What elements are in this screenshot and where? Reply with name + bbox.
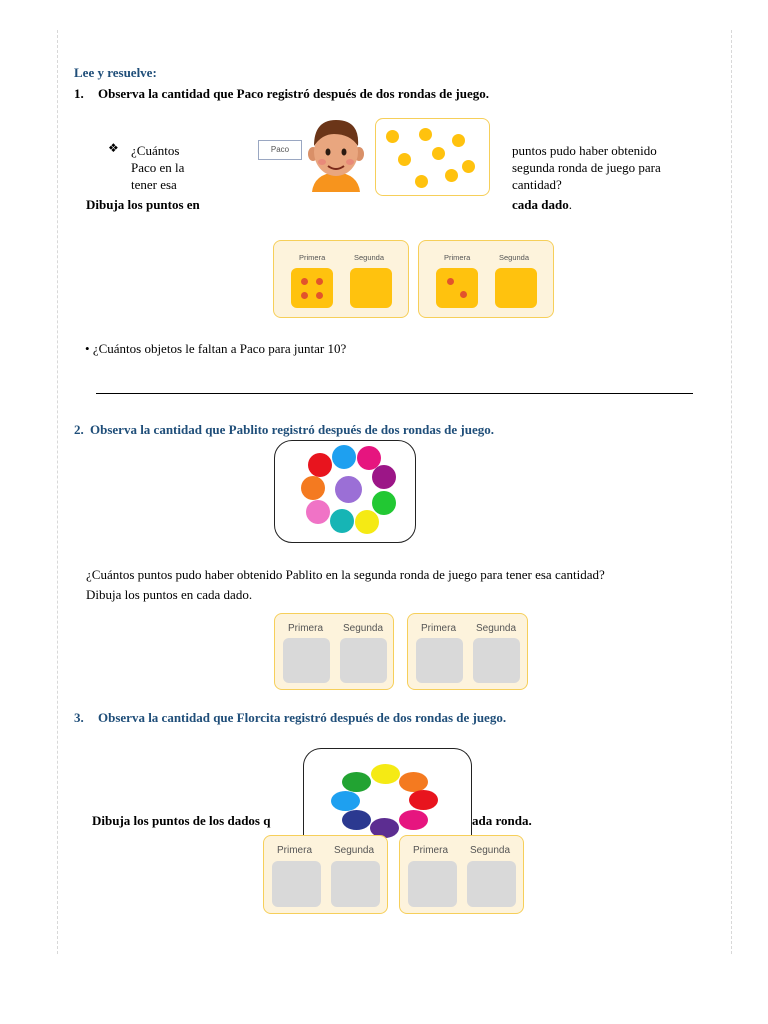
q1-draw-left: Dibuja los puntos en [86, 197, 200, 212]
count-dot [330, 509, 354, 533]
q1-draw-right-text: cada dado [512, 197, 569, 212]
q2-question: ¿Cuántos puntos pudo haber obtenido Pablito en la segunda ronda de juego para tener esa cantidad? [86, 567, 605, 582]
second-round-die[interactable] [495, 268, 537, 308]
q1-right-text [512, 142, 661, 193]
second-round-label: Segunda [470, 845, 511, 856]
count-dot [342, 772, 371, 792]
second-round-label: Segunda [476, 623, 517, 634]
q1-dice-panel-2 [418, 240, 554, 318]
first-round-label: Primera [299, 253, 326, 262]
second-round-label: Segunda [354, 253, 385, 262]
count-dot [409, 790, 438, 810]
q1-left-text [131, 142, 184, 193]
q2-instruction: Dibuja los puntos en cada dado. [86, 587, 253, 602]
q1-left-line: tener esa [131, 177, 177, 192]
count-dot [399, 772, 428, 792]
count-dot [342, 810, 371, 830]
count-dot [386, 130, 399, 143]
q1-left-line: Paco en la [131, 160, 185, 175]
pablito-count-frame [274, 440, 416, 543]
die-pip [301, 278, 308, 285]
q1-draw-right-period: . [568, 197, 572, 212]
die-pip [316, 292, 323, 299]
q1-right-line: puntos pudo haber obtenido [512, 143, 657, 158]
q1-right-line: cantidad? [512, 177, 562, 192]
die-pip [447, 278, 454, 285]
q1-number: 1. [74, 86, 84, 101]
count-dot [415, 175, 428, 188]
q3-instruction-right: ada ronda. [472, 813, 532, 828]
second-round-die[interactable] [467, 861, 516, 907]
first-round-label: Primera [444, 253, 471, 262]
count-dot [301, 476, 325, 500]
q1-sub-question-text: ¿Cuántos objetos le faltan a Paco para juntar 10? [92, 341, 347, 356]
name-tag-paco: Paco [258, 140, 302, 160]
count-dot [308, 453, 332, 477]
q2-dice-panel-1 [274, 613, 394, 690]
worksheet-heading: Lee y resuelve: [74, 65, 157, 80]
paco-avatar [306, 116, 366, 192]
first-round-label: Primera [288, 623, 324, 634]
second-round-die[interactable] [331, 861, 380, 907]
die-pip [460, 291, 467, 298]
q3-dice-panel-2 [399, 835, 524, 914]
diamond-bullet-icon: ❖ [108, 141, 119, 155]
first-round-label: Primera [277, 845, 313, 856]
second-round-die[interactable] [473, 638, 520, 683]
die-pip [301, 292, 308, 299]
count-dot [371, 764, 400, 784]
count-dot [306, 500, 330, 524]
left-margin-guide [57, 30, 58, 954]
first-round-label: Primera [421, 623, 457, 634]
count-dot [432, 147, 445, 160]
count-dot [445, 169, 458, 182]
q3-dice-panel-1 [263, 835, 388, 914]
q2-dice-panel-2 [407, 613, 528, 690]
q3-number: 3. [74, 710, 84, 725]
q1-left-line: ¿Cuántos [131, 143, 180, 158]
count-dot [398, 153, 411, 166]
q1-draw-right [512, 196, 572, 213]
second-round-label: Segunda [343, 623, 384, 634]
count-dot [335, 476, 362, 503]
first-round-die[interactable] [283, 638, 330, 683]
q1-right-line: segunda ronda de juego para [512, 160, 661, 175]
q2-title: Observa la cantidad que Pablito registró después de dos rondas de juego. [90, 422, 495, 437]
count-dot [332, 445, 356, 469]
second-round-label: Segunda [334, 845, 375, 856]
first-round-die [436, 268, 478, 308]
first-round-die[interactable] [272, 861, 321, 907]
count-dot [331, 791, 360, 811]
count-dot [355, 510, 379, 534]
count-dot [399, 810, 428, 830]
count-dot [372, 465, 396, 489]
florcita-count-frame [303, 748, 472, 848]
right-margin-guide [731, 30, 732, 954]
answer-line[interactable] [96, 393, 693, 394]
paco-count-box [375, 118, 490, 196]
count-dot [372, 491, 396, 515]
count-dot [452, 134, 465, 147]
q3-title: Observa la cantidad que Florcita registró después de dos rondas de juego. [98, 710, 507, 725]
first-round-die[interactable] [408, 861, 457, 907]
first-round-die [291, 268, 333, 308]
q1-sub-question [85, 340, 346, 357]
first-round-label: Primera [413, 845, 449, 856]
q3-instruction-left: Dibuja los puntos de los dados q [92, 813, 271, 828]
bullet-icon: • [85, 341, 93, 356]
second-round-die[interactable] [340, 638, 387, 683]
second-round-die[interactable] [350, 268, 392, 308]
count-dot [419, 128, 432, 141]
q2-number: 2. [74, 422, 84, 437]
second-round-label: Segunda [499, 253, 530, 262]
first-round-die[interactable] [416, 638, 463, 683]
count-dot [462, 160, 475, 173]
die-pip [316, 278, 323, 285]
q1-dice-panel-1 [273, 240, 409, 318]
q1-title: Observa la cantidad que Paco registró después de dos rondas de juego. [98, 86, 489, 101]
